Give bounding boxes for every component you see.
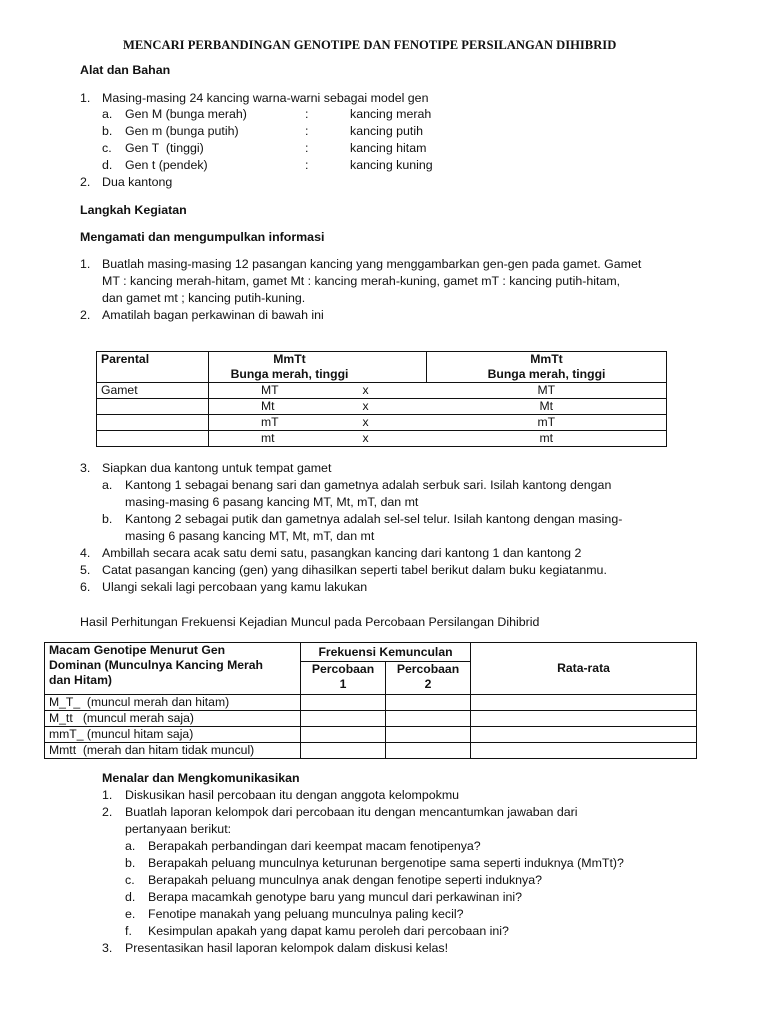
header-line: dan Hitam) (49, 673, 112, 687)
parent-2-phenotype: Bunga merah, tinggi (487, 367, 606, 381)
menalar-item-2-line: Buatlah laporan kelompok dari percobaan itu dengan mencantumkan jawaban dari (125, 805, 578, 819)
list-number: 5. (80, 563, 91, 577)
header-line: Macam Genotipe Menurut Gen (49, 643, 226, 657)
question: Fenotipe manakah yang peluang munculnya paling kecil? (148, 907, 464, 921)
average-cell (471, 727, 697, 743)
genotype-cell: M_T_ (muncul merah dan hitam) (45, 695, 301, 711)
table-row (45, 711, 697, 727)
table-row (45, 743, 697, 759)
gamet-left: mt (209, 431, 359, 447)
trial-1-cell (301, 711, 386, 727)
gene-desc: kancing putih (350, 124, 424, 138)
colon: : (305, 107, 309, 121)
question: Berapakah perbandingan dari keempat macam fenotipenya? (148, 839, 481, 853)
header-line: 1 (339, 677, 347, 691)
trial-1-cell (301, 743, 386, 759)
page-title: MENCARI PERBANDINGAN GENOTIPE DAN FENOTIPE PERSILANGAN DIHIBRID (123, 38, 617, 52)
step-4: Ambillah secara acak satu demi satu, pasangkan kancing dari kantong 1 dan kantong 2 (102, 546, 582, 560)
step-2: Amatilah bagan perkawinan di bawah ini (102, 308, 324, 322)
table-row (45, 695, 697, 711)
list-letter: c. (102, 141, 112, 155)
list-letter: f. (125, 924, 132, 938)
gene-name: Gen t (pendek) (125, 158, 208, 172)
trial-1-cell (301, 695, 386, 711)
frequency-header: Frekuensi Kemunculan (301, 643, 471, 662)
list-letter: a. (102, 478, 113, 492)
question: Kesimpulan apakah yang dapat kamu peroleh dari percobaan ini? (148, 924, 509, 938)
gamet-right: mt (427, 431, 667, 447)
gamet-left: mT (209, 415, 359, 431)
question: Berapakah peluang munculnya anak dengan fenotipe seperti induknya? (148, 873, 543, 887)
result-caption: Hasil Perhitungan Frekuensi Kejadian Muncul pada Percobaan Persilangan Dihibrid (80, 615, 540, 629)
step-3b-line: masing 6 pasang kancing MT, Mt, mT, dan mt (125, 529, 375, 543)
question: Berapa macamkah genotype baru yang muncul dari perkawinan ini? (148, 890, 523, 904)
step-6: Ulangi sekali lagi percobaan yang kamu lakukan (102, 580, 368, 594)
list-letter: c. (125, 873, 135, 887)
trial-2-cell (386, 711, 471, 727)
list-number: 6. (80, 580, 91, 594)
parent-1-genotype: MmTt (273, 352, 306, 366)
list-number: 4. (80, 546, 91, 560)
list-letter: d. (125, 890, 136, 904)
question: Berapakah peluang munculnya keturunan bergenotipe sama seperti induknya (MmTt)? (148, 856, 624, 870)
cross-x: x (359, 431, 427, 447)
step-3a-line: masing-masing 6 pasang kancing MT, Mt, mT, dan mt (125, 495, 419, 509)
genotype-header (45, 643, 301, 695)
list-number: 1. (80, 257, 91, 271)
gene-name: Gen m (bunga putih) (125, 124, 239, 138)
parent-1-phenotype: Bunga merah, tinggi (230, 367, 349, 381)
gene-desc: kancing merah (350, 107, 432, 121)
header-line: Percobaan (311, 662, 375, 676)
empty-cell (97, 431, 209, 447)
list-number: 3. (102, 941, 113, 955)
result-table (44, 642, 697, 759)
parent-2-cell (427, 352, 667, 383)
gamet-right: Mt (427, 399, 667, 415)
colon: : (305, 124, 309, 138)
gene-name: Gen M (bunga merah) (125, 107, 247, 121)
trial-1-cell (301, 727, 386, 743)
average-cell (471, 695, 697, 711)
genotype-cell: Mmtt (merah dan hitam tidak muncul) (45, 743, 301, 759)
list-letter: a. (125, 839, 136, 853)
empty-cell (97, 399, 209, 415)
trial-2-header (386, 662, 471, 695)
cross-x: x (359, 399, 427, 415)
list-letter: e. (125, 907, 136, 921)
cross-table (96, 351, 667, 447)
gamet-label: Gamet (97, 383, 209, 399)
list-letter: d. (102, 158, 113, 172)
table-row (45, 643, 697, 662)
step-5: Catat pasangan kancing (gen) yang dihasilkan seperti tabel berikut dalam buku kegiatanmu. (102, 563, 607, 577)
empty-cell (97, 415, 209, 431)
parent-1-cell (209, 352, 427, 383)
step-1-line: Buatlah masing-masing 12 pasangan kancing yang menggambarkan gen-gen pada gamet. Gamet (102, 257, 642, 271)
step-1-line: dan gamet mt ; kancing putih-kuning. (102, 291, 306, 305)
list-number: 2. (102, 805, 113, 819)
trial-1-header (301, 662, 386, 695)
gene-name: Gen T (tinggi) (125, 141, 204, 155)
gamet-left: Mt (209, 399, 359, 415)
average-cell (471, 711, 697, 727)
average-cell (471, 743, 697, 759)
list-number: 1. (102, 788, 113, 802)
cross-x: x (359, 383, 427, 399)
step-1-line: MT : kancing merah-hitam, gamet Mt : kancing merah-kuning, gamet mT : kancing putih-hitam, (102, 274, 621, 288)
langkah-subheading: Mengamati dan mengumpulkan informasi (80, 230, 325, 244)
gene-desc: kancing kuning (350, 158, 433, 172)
parental-label: Parental (97, 352, 209, 383)
parent-2-genotype: MmTt (530, 352, 563, 366)
list-letter: b. (102, 124, 113, 138)
table-row (97, 415, 667, 431)
gamet-right: MT (427, 383, 667, 399)
list-number: 3. (80, 461, 91, 475)
trial-2-cell (386, 695, 471, 711)
step-3: Siapkan dua kantong untuk tempat gamet (102, 461, 332, 475)
alat-heading: Alat dan Bahan (80, 63, 171, 77)
gamet-right: mT (427, 415, 667, 431)
table-row (97, 399, 667, 415)
alat-item-1: Masing-masing 24 kancing warna-warni sebagai model gen (102, 91, 429, 105)
gamet-left: MT (209, 383, 359, 399)
header-line: Dominan (Munculnya Kancing Merah (49, 658, 263, 672)
table-row (45, 727, 697, 743)
header-line: 2 (424, 677, 432, 691)
list-number: 2. (80, 175, 91, 189)
average-header: Rata-rata (471, 643, 697, 695)
list-letter: b. (125, 856, 136, 870)
step-3b-line: Kantong 2 sebagai putik dan gametnya adalah sel-sel telur. Isilah kantong dengan masing- (125, 512, 623, 526)
list-letter: a. (102, 107, 113, 121)
menalar-item-1: Diskusikan hasil percobaan itu dengan anggota kelompokmu (125, 788, 460, 802)
step-3a-line: Kantong 1 sebagai benang sari dan gametnya adalah serbuk sari. Isilah kantong dengan (125, 478, 612, 492)
cross-x: x (359, 415, 427, 431)
trial-2-cell (386, 743, 471, 759)
menalar-heading: Menalar dan Mengkomunikasikan (102, 771, 300, 785)
table-row (97, 431, 667, 447)
trial-2-cell (386, 727, 471, 743)
list-number: 1. (80, 91, 91, 105)
table-row (97, 352, 667, 383)
table-row (97, 383, 667, 399)
alat-item-2: Dua kantong (102, 175, 173, 189)
list-number: 2. (80, 308, 91, 322)
langkah-heading: Langkah Kegiatan (80, 203, 187, 217)
menalar-item-3: Presentasikan hasil laporan kelompok dalam diskusi kelas! (125, 941, 449, 955)
genotype-cell: M_tt (muncul merah saja) (45, 711, 301, 727)
header-line: Percobaan (396, 662, 460, 676)
colon: : (305, 158, 309, 172)
gene-desc: kancing hitam (350, 141, 427, 155)
list-letter: b. (102, 512, 113, 526)
genotype-cell: mmT_ (muncul hitam saja) (45, 727, 301, 743)
colon: : (305, 141, 309, 155)
menalar-item-2-line: pertanyaan berikut: (125, 822, 232, 836)
